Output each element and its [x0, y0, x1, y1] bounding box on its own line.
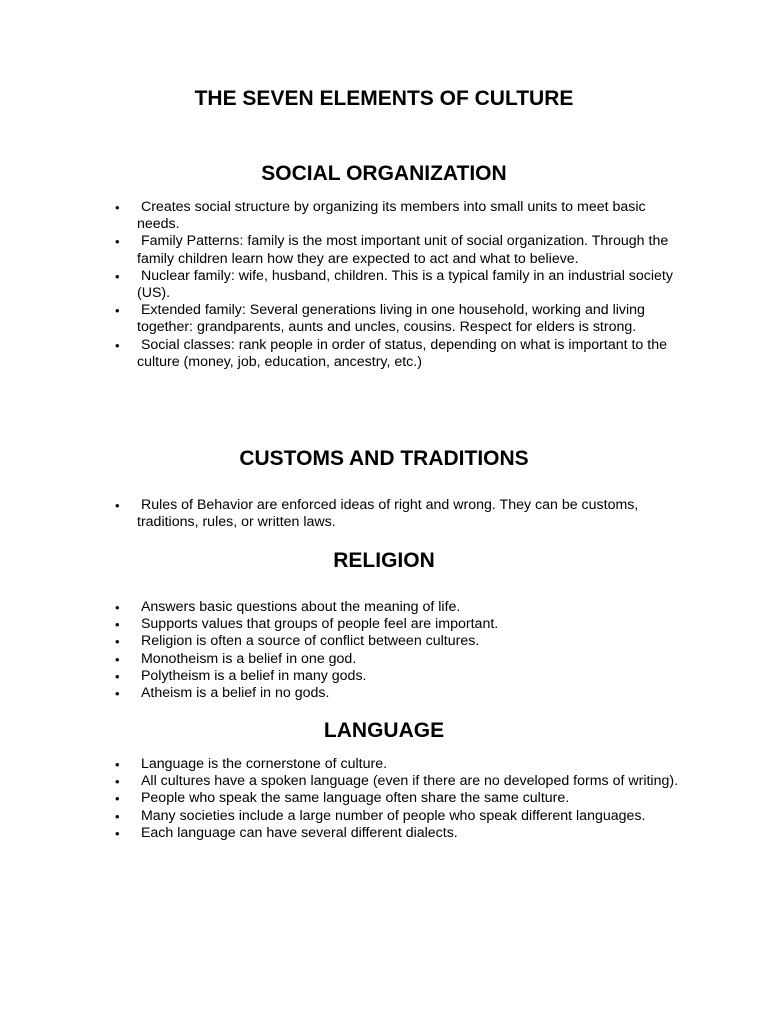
list-item-text: Each language can have several different dialects. [140, 824, 458, 841]
bullet-icon: • [115, 200, 120, 215]
list-item [0, 497, 768, 531]
bullet-icon: • [115, 686, 120, 702]
bullet-icon: • [115, 498, 120, 513]
bullet-icon: • [115, 791, 120, 807]
bullet-icon: • [115, 337, 120, 353]
section-heading-religion: RELIGION [333, 549, 435, 572]
bullet-icon: • [115, 234, 120, 250]
list-item [0, 790, 768, 807]
list-item-text: Religion is often a source of conflict between cultures. [140, 633, 480, 650]
list-item-text: People who speak the same language often share the same culture. [140, 790, 570, 807]
list-item [0, 302, 768, 336]
list-item [0, 808, 768, 825]
list-item [0, 825, 768, 842]
document-title: THE SEVEN ELEMENTS OF CULTURE [194, 87, 574, 110]
bullet-icon: • [115, 268, 120, 284]
language-list [0, 756, 768, 842]
list-item-text: Supports values that groups of people feel are important. [140, 616, 499, 633]
list-item-text: Monotheism is a belief in one god. [140, 650, 357, 667]
list-item-text: Many societies include a large number of people who speak different languages. [140, 807, 646, 824]
religion-list [0, 599, 768, 702]
bullet-icon: • [115, 634, 120, 650]
list-item-text: Family Patterns: family is the most important unit of social organization. Through the family children learn how they are expected to act and what to believe. [137, 233, 669, 267]
list-item [0, 268, 768, 302]
section-heading-social-organization: SOCIAL ORGANIZATION [261, 162, 507, 185]
list-item [0, 233, 768, 267]
list-item [0, 756, 768, 773]
list-item-text: Rules of Behavior are enforced ideas of right and wrong. They can be customs, traditions, rules, or written laws. [137, 497, 639, 531]
list-item-text: Polytheism is a belief in many gods. [140, 667, 367, 684]
bullet-icon: • [115, 825, 120, 841]
list-item [0, 633, 768, 650]
bullet-icon: • [115, 600, 120, 615]
bullet-icon: • [115, 757, 120, 772]
bullet-icon: • [115, 668, 120, 684]
bullet-icon: • [115, 651, 120, 667]
bullet-icon: • [115, 774, 120, 790]
list-item-text: Language is the cornerstone of culture. [140, 756, 388, 772]
customs-and-traditions-list [0, 497, 768, 531]
list-item-text: Nuclear family: wife, husband, children. This is a typical family in an industrial society (US). [137, 267, 673, 302]
list-item-text: Extended family: Several generations living in one household, working and living together: grandparents, aunts and uncles, cousins. Respect for elders is strong. [137, 302, 645, 336]
list-item [0, 337, 768, 371]
list-item-text: Answers basic questions about the meaning of life. [140, 599, 461, 615]
bullet-icon: • [115, 808, 120, 824]
section-heading-language: LANGUAGE [323, 719, 445, 742]
list-item [0, 668, 768, 685]
list-item [0, 616, 768, 633]
social-organization-list [0, 199, 768, 371]
list-item [0, 651, 768, 668]
list-item [0, 199, 768, 233]
list-item-text: All cultures have a spoken language (even if there are no developed forms of writing). [140, 773, 679, 790]
list-item-text: Social classes: rank people in order of status, depending on what is important to the culture (money, job, education, ancestry, etc.) [137, 336, 667, 370]
list-item [0, 773, 768, 790]
list-item-text: Creates social structure by organizing its members into small units to meet basic needs. [137, 199, 646, 233]
list-item-text: Atheism is a belief in no gods. [140, 685, 330, 702]
list-item [0, 685, 768, 702]
list-item [0, 599, 768, 616]
bullet-icon: • [115, 303, 120, 319]
section-heading-customs-and-traditions: CUSTOMS AND TRADITIONS [239, 447, 529, 470]
bullet-icon: • [115, 617, 120, 633]
